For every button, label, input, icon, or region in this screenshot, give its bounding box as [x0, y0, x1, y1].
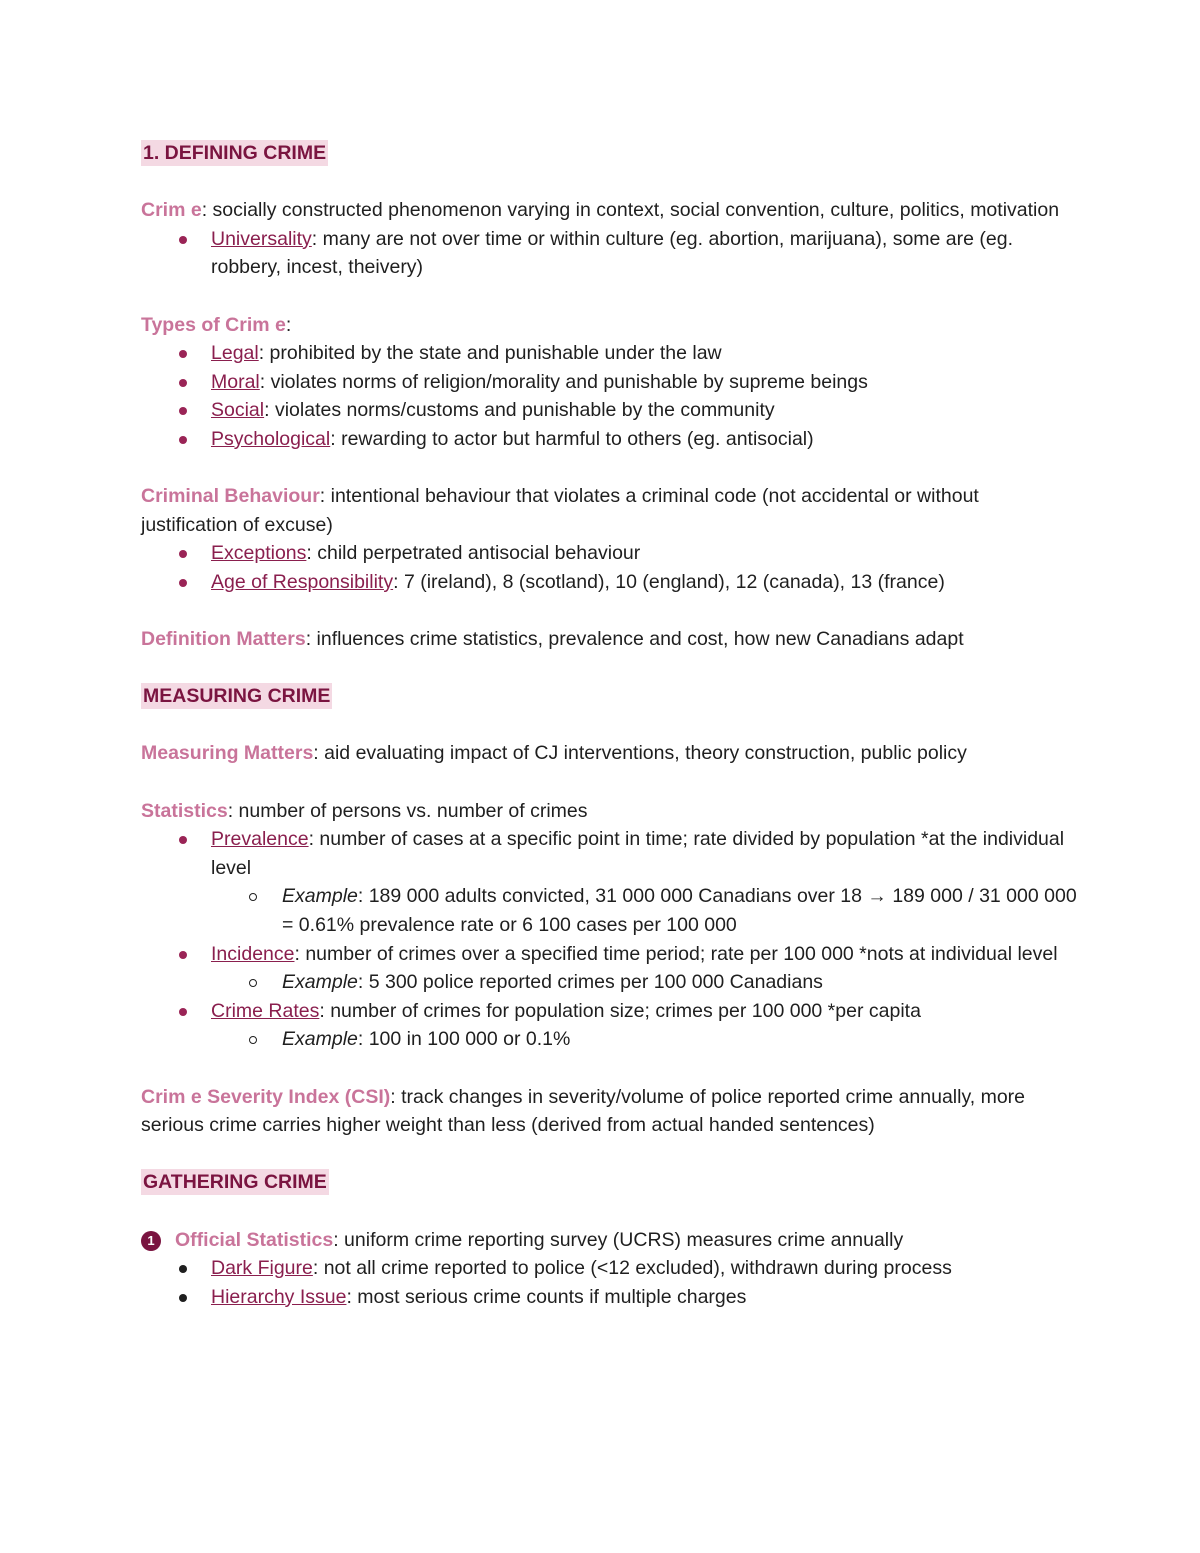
subterm-psychological: Psychological: [211, 427, 331, 450]
criminal-behaviour-text: : intentional behaviour that violates a criminal code (not accidental or without justification of excuse): [141, 485, 979, 536]
section-measuring-heading: MEASURING CRIME: [143, 685, 331, 708]
statistics-text: : number of persons vs. number of crimes: [227, 799, 588, 822]
definition-matters: [141, 625, 1080, 654]
types-of-crime: [141, 311, 1080, 340]
legal-text: : prohibited by the state and punishable under the law: [258, 342, 722, 365]
moral-text: : violates norms of religion/morality and punishable by supreme beings: [259, 370, 868, 393]
crime-rates-example-text: : 100 in 100 000 or 0.1%: [357, 1028, 571, 1051]
subterm-crime-rates: Crime Rates: [211, 999, 320, 1022]
incidence-example-text: : 5 300 police reported crimes per 100 000 Canadians: [357, 971, 823, 994]
official-statistics: [141, 1226, 1080, 1255]
subterm-incidence: Incidence: [211, 942, 295, 965]
term-statistics: Statistics: [141, 799, 228, 822]
crime-severity-index: [141, 1083, 1080, 1140]
subterm-moral: Moral: [211, 370, 260, 393]
subterm-legal: Legal: [211, 342, 259, 365]
bullet-icon: [179, 236, 187, 244]
term-types-of-crime: Types of Crim e: [141, 313, 286, 336]
measuring-matters: [141, 739, 1080, 768]
list-item: [141, 1283, 1080, 1312]
term-criminal-behaviour: Criminal Behaviour: [141, 485, 320, 508]
bullet-icon: [179, 1294, 187, 1302]
prevalence-example-text: : 189 000 adults convicted, 31 000 000 Canadians over 18 → 189 000 / 31 000 000 = 0.61% prevalence rate or 6 100 cases per 100 000: [282, 885, 1077, 937]
subterm-dark-figure: Dark Figure: [211, 1257, 313, 1280]
official-bullets: [141, 1254, 1080, 1311]
term-official-statistics: Official Statistics: [175, 1228, 334, 1251]
list-item: [141, 425, 1080, 454]
statistics-bullets: [141, 825, 1080, 1054]
psychological-text: : rewarding to actor but harmful to others (eg. antisocial): [330, 427, 814, 450]
subterm-social: Social: [211, 399, 265, 422]
list-item: [141, 882, 1080, 939]
example-label: Example: [282, 971, 358, 994]
term-definition-matters: Definition Matters: [141, 628, 306, 651]
types-bullets: [141, 339, 1080, 453]
bullet-icon: [179, 951, 187, 959]
bullet-icon: [179, 379, 187, 387]
list-item: [141, 368, 1080, 397]
social-text: : violates norms/customs and punishable by the community: [264, 399, 775, 422]
list-item: [141, 968, 1080, 997]
subterm-age-of-responsibility: Age of Responsibility: [211, 570, 394, 593]
criminal-behaviour: [141, 482, 1080, 539]
types-of-crime-colon: :: [285, 313, 292, 336]
crime-definition-text: : socially constructed phenomenon varying in context, social convention, culture, politics, motivation: [201, 199, 1060, 222]
crime-bullets: [141, 225, 1080, 282]
bullet-icon: [179, 407, 187, 415]
circle-bullet-icon: [249, 979, 257, 987]
bullet-icon: [179, 836, 187, 844]
official-statistics-text: : uniform crime reporting survey (UCRS) measures crime annually: [333, 1228, 904, 1251]
bullet-icon: [179, 1265, 187, 1273]
incidence-text: : number of crimes over a specified time period; rate per 100 000 *nots at individual level: [294, 942, 1058, 965]
csi-text: : track changes in severity/volume of police reported crime annually, more serious crime carries higher weight than less (derived from actual handed sentences): [141, 1085, 1026, 1137]
subterm-universality: Universality: [211, 227, 312, 250]
prevalence-text: : number of cases at a specific point in time; rate divided by population *at the individual level: [211, 828, 1065, 879]
bullet-icon: [179, 350, 187, 358]
list-item: [141, 1254, 1080, 1283]
subterm-exceptions: Exceptions: [211, 542, 307, 565]
term-crime: Crim e: [141, 199, 202, 222]
list-item: [141, 225, 1080, 282]
circle-bullet-icon: [249, 893, 257, 901]
circle-bullet-icon: [249, 1036, 257, 1044]
list-item: [141, 539, 1080, 568]
crime-definition: [141, 196, 1080, 225]
term-measuring-matters: Measuring Matters: [141, 742, 314, 765]
exceptions-text: : child perpetrated antisocial behaviour: [306, 542, 641, 565]
term-csi: Crim e Severity Index (CSI): [141, 1085, 391, 1108]
section-gathering-heading: GATHERING CRIME: [143, 1171, 327, 1194]
list-item: [141, 568, 1080, 597]
list-item: [141, 997, 1080, 1026]
numbered-circle-icon: 1: [141, 1231, 161, 1251]
list-item: [141, 825, 1080, 882]
bullet-icon: [179, 436, 187, 444]
subterm-prevalence: Prevalence: [211, 828, 309, 851]
bullet-icon: [179, 579, 187, 587]
definition-matters-text: : influences crime statistics, prevalence and cost, how new Canadians adapt: [305, 628, 964, 651]
hierarchy-issue-text: : most serious crime counts if multiple charges: [346, 1285, 747, 1308]
list-item: [141, 1025, 1080, 1054]
measuring-matters-text: : aid evaluating impact of CJ interventions, theory construction, public policy: [313, 742, 967, 765]
example-label: Example: [282, 885, 358, 908]
list-item: [141, 396, 1080, 425]
list-item: [141, 940, 1080, 969]
age-of-responsibility-text: : 7 (ireland), 8 (scotland), 10 (england), 12 (canada), 13 (france): [393, 570, 945, 593]
crime-rates-text: : number of crimes for population size; crimes per 100 000 *per capita: [319, 999, 921, 1022]
statistics: [141, 797, 1080, 826]
dark-figure-text: : not all crime reported to police (<12 excluded), withdrawn during process: [312, 1257, 952, 1280]
example-label: Example: [282, 1028, 358, 1051]
bullet-icon: [179, 550, 187, 558]
list-item: [141, 339, 1080, 368]
section-defining-heading: 1. DEFINING CRIME: [143, 142, 327, 164]
behaviour-bullets: [141, 539, 1080, 596]
subterm-hierarchy-issue: Hierarchy Issue: [211, 1285, 347, 1308]
bullet-icon: [179, 1008, 187, 1016]
universality-text: : many are not over time or within culture (eg. abortion, marijuana), some are (eg. robbery, incest, theivery): [211, 227, 1014, 279]
